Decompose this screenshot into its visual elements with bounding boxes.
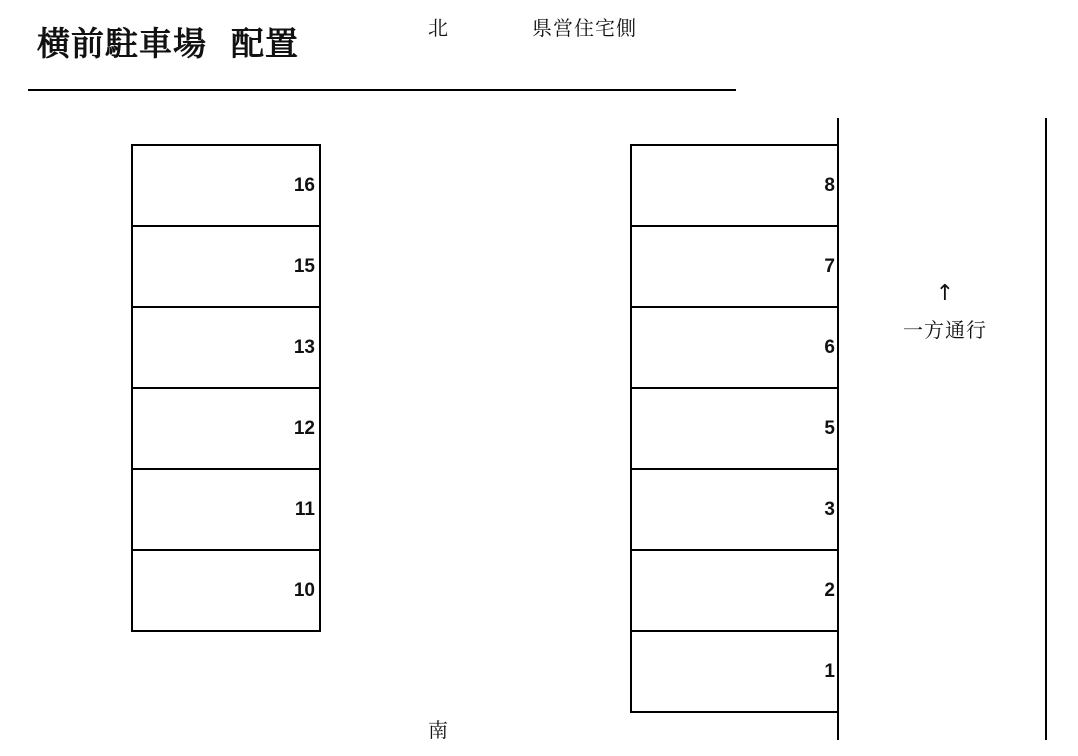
parking-stall[interactable] (632, 551, 839, 632)
stall-number: 1 (824, 660, 835, 682)
parking-stall[interactable] (632, 227, 839, 308)
parking-stall[interactable] (632, 470, 839, 551)
parking-stall[interactable] (632, 308, 839, 389)
parking-stall[interactable] (133, 227, 319, 308)
parking-stall[interactable] (133, 551, 319, 632)
stall-number: 10 (293, 579, 315, 601)
title-main: 横前駐車場 (37, 24, 207, 63)
left-stall-column (131, 144, 321, 632)
stall-number: 3 (824, 498, 835, 520)
stall-number: 16 (293, 174, 315, 196)
page-title (37, 18, 299, 65)
parking-stall[interactable] (133, 389, 319, 470)
stall-number: 5 (824, 417, 835, 439)
stall-number: 7 (824, 255, 835, 277)
parking-stall[interactable] (133, 470, 319, 551)
stall-number: 11 (294, 498, 315, 520)
title-underline (28, 89, 736, 91)
stall-number: 12 (293, 417, 315, 439)
stall-number: 13 (293, 336, 315, 358)
road-left-edge (837, 118, 839, 740)
stall-number: 6 (824, 336, 835, 358)
parking-stall[interactable] (133, 146, 319, 227)
stall-number: 2 (824, 579, 835, 601)
south-label: 南 (428, 718, 448, 742)
housing-side-label: 県営住宅側 (532, 16, 637, 40)
stall-number: 8 (824, 174, 835, 196)
stall-number: 15 (293, 255, 315, 277)
arrow-up-icon: ↑ (935, 281, 955, 306)
road-right-edge (1045, 118, 1047, 740)
parking-stall[interactable] (632, 632, 839, 713)
north-label: 北 (428, 16, 448, 40)
one-way-label: 一方通行 (903, 318, 987, 342)
parking-stall[interactable] (133, 308, 319, 389)
title-sub: 配置 (231, 24, 299, 63)
right-stall-column (630, 144, 839, 713)
parking-stall[interactable] (632, 146, 839, 227)
one-way-sign (890, 280, 1000, 343)
parking-stall[interactable] (632, 389, 839, 470)
